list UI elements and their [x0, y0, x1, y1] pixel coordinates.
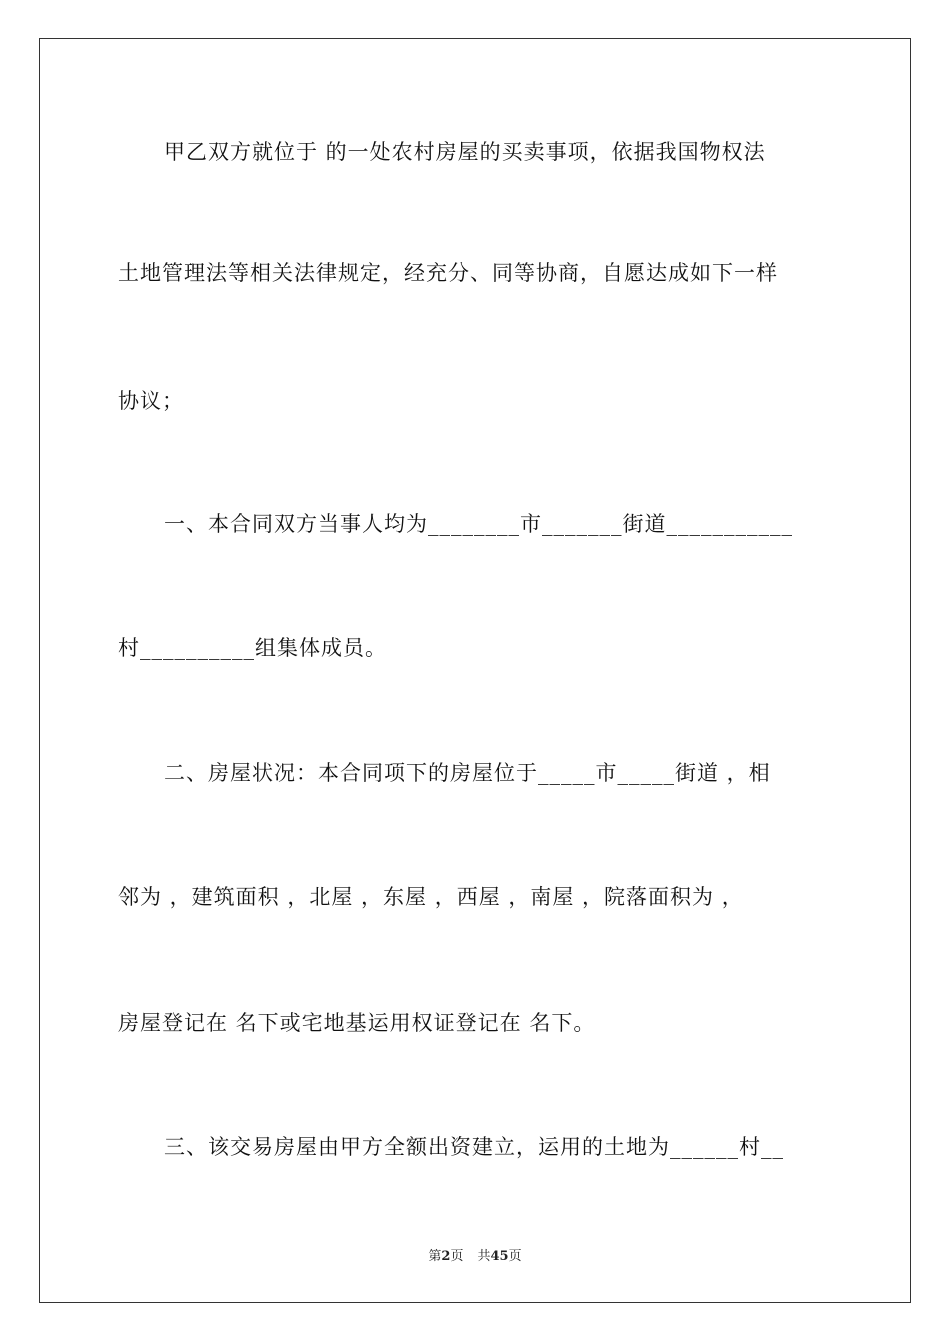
total-prefix: 共 [477, 1249, 491, 1264]
total-suffix: 页 [508, 1249, 522, 1264]
page-prefix: 第 [428, 1249, 442, 1264]
paragraph-line-6: 二、房屋状况：本合同项下的房屋位于_____市_____街道 ，相 [164, 761, 771, 785]
paragraph-line-9: 三、该交易房屋由甲方全额出资建立，运用的土地为______村__ [164, 1135, 784, 1159]
page-total: 45 [490, 1249, 509, 1264]
paragraph-line-2: 土地管理法等相关法律规定，经充分、同等协商，自愿达成如下一样 [118, 261, 778, 285]
page-border [39, 38, 911, 1303]
page-suffix: 页 [450, 1249, 464, 1264]
paragraph-line-5: 村__________组集体成员。 [118, 636, 387, 660]
paragraph-line-7: 邻为 ，建筑面积 ，北屋 ，东屋 ，西屋 ，南屋 ，院落面积为 ， [118, 885, 744, 909]
paragraph-line-3: 协议； [118, 389, 184, 413]
paragraph-line-4: 一、本合同双方当事人均为________市_______街道___________ [164, 512, 793, 536]
page-current: 2 [441, 1249, 451, 1264]
paragraph-line-8: 房屋登记在 名下或宅地基运用权证登记在 名下。 [118, 1011, 596, 1035]
paragraph-line-1: 甲乙双方就位于 的一处农村房屋的买卖事项，依据我国物权法 [164, 140, 766, 164]
page-footer [0, 1245, 950, 1264]
